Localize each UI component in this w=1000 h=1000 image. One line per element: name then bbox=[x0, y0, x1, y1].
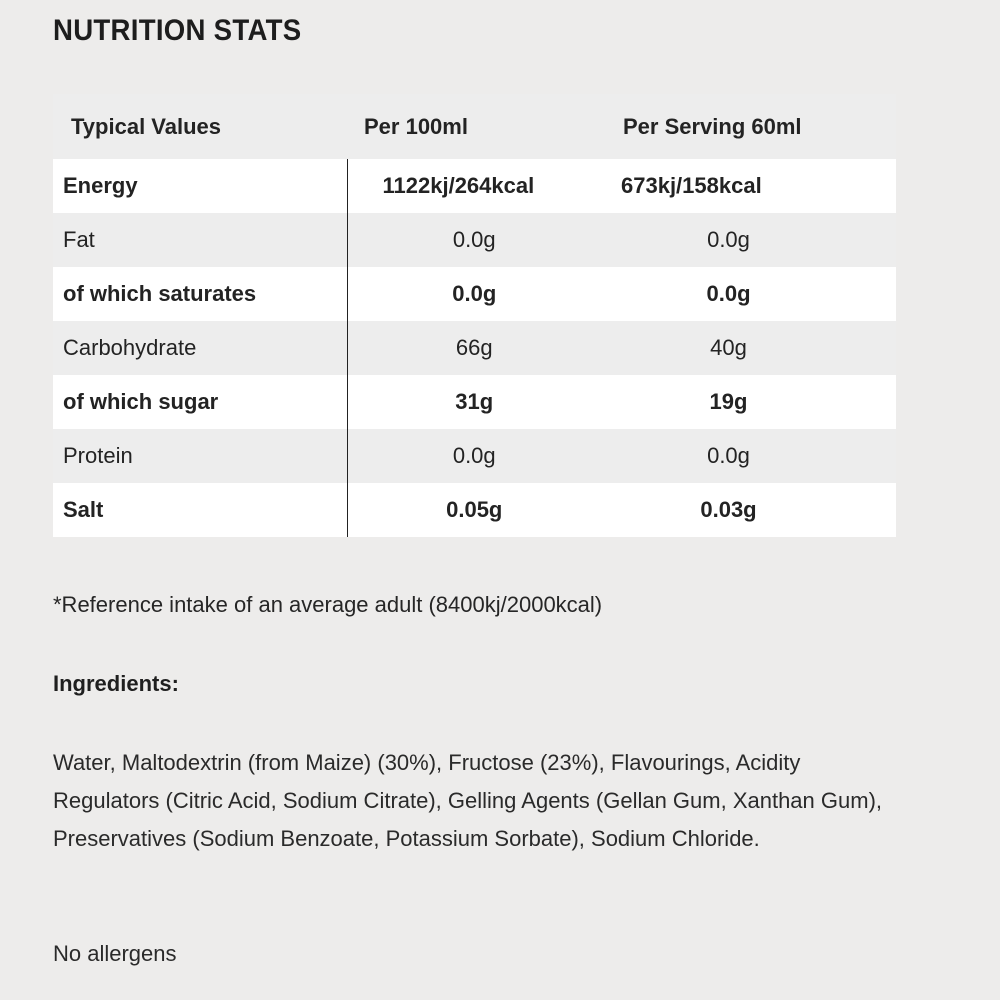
page-title: NUTRITION STATS bbox=[53, 14, 302, 47]
per-100ml-value: 1122kj/264kcal bbox=[382, 173, 535, 198]
row-label: Salt bbox=[53, 483, 347, 537]
per-serving-value: 0.0g bbox=[707, 443, 750, 468]
nutrition-table bbox=[53, 94, 897, 537]
row-label: Fat bbox=[53, 213, 347, 267]
table-row bbox=[53, 375, 896, 429]
row-label: Protein bbox=[53, 429, 347, 483]
per-100ml-value: 0.0g bbox=[452, 227, 496, 252]
per-serving-value: 0.0g bbox=[706, 281, 751, 306]
header-per-100ml: Per 100ml bbox=[364, 113, 468, 139]
row-label: Energy bbox=[53, 159, 347, 213]
table-row bbox=[53, 267, 896, 321]
per-serving-value: 19g bbox=[709, 389, 748, 414]
allergens-note: No allergens bbox=[53, 941, 177, 966]
per-100ml-value: 31g bbox=[455, 389, 494, 414]
header-typical-values: Typical Values bbox=[71, 113, 222, 139]
per-serving-value: 0.0g bbox=[707, 227, 750, 252]
table-header-row bbox=[53, 94, 896, 159]
row-label: of which saturates bbox=[53, 267, 347, 321]
ingredients-heading: Ingredients: bbox=[53, 671, 179, 696]
table-row bbox=[53, 321, 896, 375]
table-row bbox=[53, 483, 896, 537]
ingredients-text: Water, Maltodextrin (from Maize) (30%), Fructose (23%), Flavourings, Acidity Regulators (Citric Acid, Sodium Citrate), Gelling Agents (Gellan Gum, Xanthan Gum), Preservatives (Sodium Benzoate, Potassium Sorbate), Sodium Chloride. bbox=[53, 750, 883, 851]
table-row bbox=[53, 429, 896, 483]
per-100ml-value: 66g bbox=[455, 335, 493, 360]
reference-intake-note: *Reference intake of an average adult (8400kj/2000kcal) bbox=[53, 592, 603, 617]
per-serving-value: 40g bbox=[710, 335, 747, 360]
row-label: of which sugar bbox=[53, 375, 347, 429]
per-serving-value: 0.03g bbox=[700, 497, 757, 522]
per-100ml-value: 0.05g bbox=[446, 497, 503, 522]
per-serving-value: 673kj/158kcal bbox=[621, 173, 762, 198]
per-100ml-value: 0.0g bbox=[452, 281, 497, 306]
table-row bbox=[53, 159, 896, 213]
header-per-serving: Per Serving 60ml bbox=[623, 113, 802, 139]
row-label: Carbohydrate bbox=[53, 321, 347, 375]
table-row bbox=[53, 213, 896, 267]
per-100ml-value: 0.0g bbox=[452, 443, 496, 468]
